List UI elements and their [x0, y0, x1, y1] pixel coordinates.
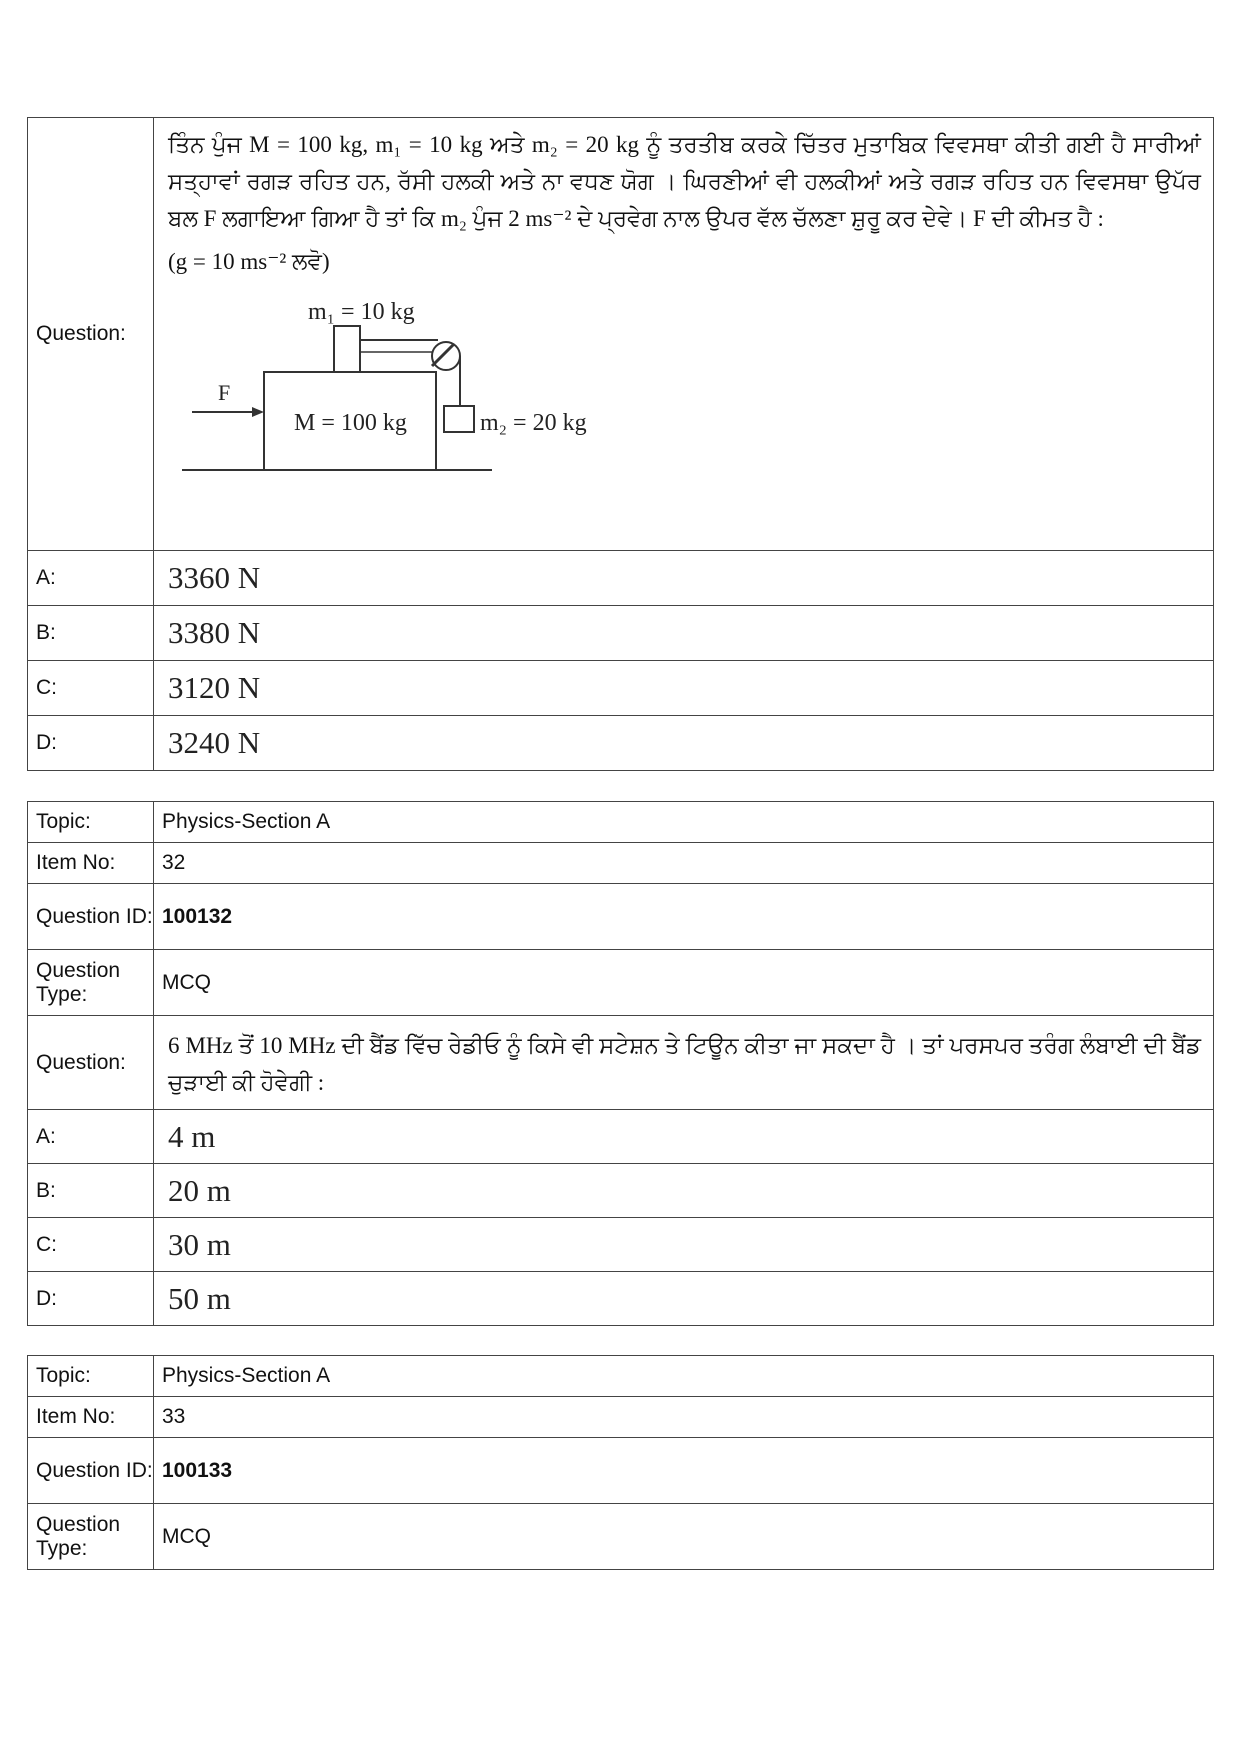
option-label: D:: [28, 1272, 154, 1326]
option-row-a: [28, 551, 1214, 606]
qtype-label: Question Type:: [28, 1504, 154, 1570]
topic-value: Physics-Section A: [154, 802, 1214, 843]
option-label: A:: [28, 551, 154, 606]
topic-label: Topic:: [28, 1356, 154, 1397]
option-value[interactable]: 3380 N: [154, 606, 1214, 661]
option-value[interactable]: 50 m: [154, 1272, 1214, 1326]
block-m1: [334, 326, 360, 372]
option-value[interactable]: 20 m: [154, 1164, 1214, 1218]
option-row-a: [28, 1110, 1214, 1164]
topic-row: [28, 1356, 1214, 1397]
force-label: F: [218, 380, 231, 405]
pulley-diagram: [162, 294, 622, 484]
item-label: Item No:: [28, 1397, 154, 1438]
option-row-c: [28, 661, 1214, 716]
option-label: B:: [28, 1164, 154, 1218]
qtype-row: [28, 950, 1214, 1016]
question-label: Question:: [28, 1016, 154, 1110]
question-text: ਤਿੰਨ ਪੁੰਜ M = 100 kg, m₁ = 10 kg ਅਤੇ m₂ = 20 kg ਨੂੰ ਤਰਤੀਬ ਕਰਕੇ ਚਿੱਤਰ ਮੁਤਾਬਿਕ ਵਿਵਸਥਾ ਕੀਤੀ ਗਈ ਹੈ ਸਾਰੀਆਂ ਸਤ੍ਹਾਵਾਂ ਰਗੜ ਰਹਿਤ ਹਨ, ਰੱਸੀ ਹਲਕੀ ਅਤੇ ਨਾ ਵਧਣ ਯੋਗ । ਘਿਰਣੀਆਂ ਵੀ ਹਲਕੀਆਂ ਅਤੇ ਰਗੜ ਰਹਿਤ ਹਨ ਵਿਵਸਥਾ ਉਪੱਰ ਬਲ F ਲਗਾਇਆ ਗਿਆ ਹੈ ਤਾਂ ਕਿ m₂ ਪੁੰਜ 2 ms⁻² ਦੇ ਪ੍ਰਵੇਗ ਨਾਲ ਉਪਰ ਵੱਲ ਚੱਲਣਾ ਸ਼ੁਰੂ ਕਰ ਦੇਵੇ। F ਦੀ ਕੀਮਤ ਹੈ :: [168, 132, 1201, 231]
item-row: [28, 1397, 1214, 1438]
gravity-note: (g = 10 ms⁻² ਲਵੋ): [168, 249, 330, 274]
item-value: 32: [154, 843, 1214, 884]
question-block-32: [27, 801, 1214, 1326]
qtype-label: Question Type:: [28, 950, 154, 1016]
topic-value: Physics-Section A: [154, 1356, 1214, 1397]
option-row-d: [28, 1272, 1214, 1326]
question-block-33: [27, 1355, 1214, 1570]
qtype-value: MCQ: [154, 950, 1214, 1016]
item-value: 33: [154, 1397, 1214, 1438]
item-label: Item No:: [28, 843, 154, 884]
force-arrowhead: [252, 407, 264, 417]
question-label: Question:: [28, 118, 154, 551]
qid-value: 100132: [162, 904, 233, 928]
question-row: [28, 1016, 1214, 1110]
option-value[interactable]: 3240 N: [154, 716, 1214, 771]
question-block-31: [27, 117, 1214, 771]
option-row-b: [28, 1164, 1214, 1218]
option-row-b: [28, 606, 1214, 661]
qtype-row: [28, 1504, 1214, 1570]
qid-value: 100133: [162, 1458, 233, 1482]
block-m2: [444, 406, 474, 432]
option-value[interactable]: 30 m: [154, 1218, 1214, 1272]
qid-label: Question ID:: [28, 1438, 154, 1504]
qtype-value: MCQ: [154, 1504, 1214, 1570]
M-label: M = 100 kg: [294, 410, 407, 436]
option-label: A:: [28, 1110, 154, 1164]
pulley: [432, 342, 460, 370]
option-label: D:: [28, 716, 154, 771]
question-text: 6 MHz ਤੋਂ 10 MHz ਦੀ ਬੈਂਡ ਵਿੱਚ ਰੇਡੀਓ ਨੂੰ ਕਿਸੇ ਵੀ ਸਟੇਸ਼ਨ ਤੇ ਟਿਊਨ ਕੀਤਾ ਜਾ ਸਕਦਾ ਹੈ । ਤਾਂ ਪਰਸਪਰ ਤਰੰਗ ਲੰਬਾਈ ਦੀ ਬੈਂਡ ਚੁੜਾਈ ਕੀ ਹੋਵੇਗੀ :: [168, 1032, 1201, 1095]
option-value[interactable]: 3360 N: [154, 551, 1214, 606]
m2-label: m₂ = 20 kg: [480, 410, 587, 436]
option-label: C:: [28, 661, 154, 716]
qid-row: [28, 1438, 1214, 1504]
option-value[interactable]: 4 m: [154, 1110, 1214, 1164]
item-row: [28, 843, 1214, 884]
question-cell: [154, 118, 1214, 551]
option-label: C:: [28, 1218, 154, 1272]
m1-label: m₁ = 10 kg: [308, 299, 415, 325]
qid-label: Question ID:: [28, 884, 154, 950]
qid-row: [28, 884, 1214, 950]
question-row: [28, 118, 1214, 551]
option-value[interactable]: 3120 N: [154, 661, 1214, 716]
topic-row: [28, 802, 1214, 843]
topic-label: Topic:: [28, 802, 154, 843]
option-label: B:: [28, 606, 154, 661]
option-row-d: [28, 716, 1214, 771]
option-row-c: [28, 1218, 1214, 1272]
